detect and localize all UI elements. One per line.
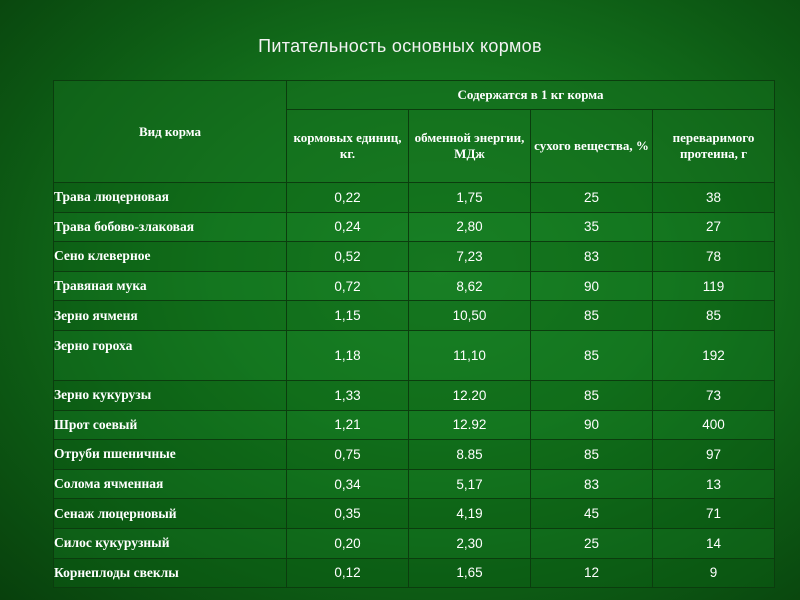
table-row bbox=[54, 212, 775, 242]
dry-matter-value: 85 bbox=[531, 440, 653, 470]
protein-value: 192 bbox=[653, 330, 775, 380]
protein-value: 97 bbox=[653, 440, 775, 470]
table-row bbox=[54, 440, 775, 470]
feed-name: Травяная мука bbox=[54, 271, 287, 301]
protein-value: 13 bbox=[653, 469, 775, 499]
dry-matter-value: 83 bbox=[531, 469, 653, 499]
feed-units-value: 1,21 bbox=[287, 410, 409, 440]
feed-units-value: 0,12 bbox=[287, 558, 409, 588]
protein-value: 119 bbox=[653, 271, 775, 301]
energy-value: 4,19 bbox=[409, 499, 531, 529]
feed-name: Сенаж люцерновый bbox=[54, 499, 287, 529]
table-row bbox=[54, 499, 775, 529]
energy-value: 8,62 bbox=[409, 271, 531, 301]
dry-matter-value: 85 bbox=[531, 380, 653, 410]
energy-value: 7,23 bbox=[409, 242, 531, 272]
slide-title: Питательность основных кормов bbox=[258, 36, 542, 56]
feed-units-value: 0,35 bbox=[287, 499, 409, 529]
feed-units-value: 1,33 bbox=[287, 380, 409, 410]
feed-type-header: Вид корма bbox=[54, 81, 287, 183]
protein-value: 78 bbox=[653, 242, 775, 272]
protein-value: 14 bbox=[653, 528, 775, 558]
dry-matter-value: 45 bbox=[531, 499, 653, 529]
energy-value: 12.92 bbox=[409, 410, 531, 440]
column-header-dry-matter: сухого вещества, % bbox=[531, 110, 653, 183]
energy-value: 11,10 bbox=[409, 330, 531, 380]
feed-name: Шрот соевый bbox=[54, 410, 287, 440]
energy-value: 5,17 bbox=[409, 469, 531, 499]
energy-value: 10,50 bbox=[409, 301, 531, 331]
table-row bbox=[54, 242, 775, 272]
protein-value: 9 bbox=[653, 558, 775, 588]
dry-matter-value: 90 bbox=[531, 271, 653, 301]
dry-matter-value: 85 bbox=[531, 330, 653, 380]
dry-matter-value: 35 bbox=[531, 212, 653, 242]
protein-value: 27 bbox=[653, 212, 775, 242]
table-row bbox=[54, 528, 775, 558]
feed-units-value: 0,52 bbox=[287, 242, 409, 272]
feed-units-value: 1,15 bbox=[287, 301, 409, 331]
column-header-feed-units: кормовых единиц, кг. bbox=[287, 110, 409, 183]
feed-nutrition-table bbox=[53, 80, 775, 588]
protein-value: 400 bbox=[653, 410, 775, 440]
dry-matter-value: 25 bbox=[531, 183, 653, 213]
dry-matter-value: 12 bbox=[531, 558, 653, 588]
energy-value: 2,80 bbox=[409, 212, 531, 242]
protein-value: 85 bbox=[653, 301, 775, 331]
feed-units-value: 0,22 bbox=[287, 183, 409, 213]
dry-matter-value: 83 bbox=[531, 242, 653, 272]
feed-units-value: 0,75 bbox=[287, 440, 409, 470]
feed-name: Зерно кукурузы bbox=[54, 380, 287, 410]
feed-units-value: 0,34 bbox=[287, 469, 409, 499]
feed-name: Зерно ячменя bbox=[54, 301, 287, 331]
feed-name: Силос кукурузный bbox=[54, 528, 287, 558]
feed-name: Зерно гороха bbox=[54, 330, 287, 380]
feed-name: Корнеплоды свеклы bbox=[54, 558, 287, 588]
energy-value: 8.85 bbox=[409, 440, 531, 470]
table-row bbox=[54, 410, 775, 440]
column-header-protein: переваримого протеина, г bbox=[653, 110, 775, 183]
table-row bbox=[54, 301, 775, 331]
protein-value: 71 bbox=[653, 499, 775, 529]
dry-matter-value: 90 bbox=[531, 410, 653, 440]
table-row bbox=[54, 271, 775, 301]
table-row bbox=[54, 330, 775, 380]
table-row bbox=[54, 183, 775, 213]
table-row bbox=[54, 380, 775, 410]
energy-value: 1,75 bbox=[409, 183, 531, 213]
content-group-header: Содержатся в 1 кг корма bbox=[287, 81, 775, 110]
dry-matter-value: 25 bbox=[531, 528, 653, 558]
feed-name: Трава бобово-злаковая bbox=[54, 212, 287, 242]
feed-units-value: 0,24 bbox=[287, 212, 409, 242]
energy-value: 2,30 bbox=[409, 528, 531, 558]
energy-value: 12.20 bbox=[409, 380, 531, 410]
feed-units-value: 0,72 bbox=[287, 271, 409, 301]
energy-value: 1,65 bbox=[409, 558, 531, 588]
protein-value: 73 bbox=[653, 380, 775, 410]
feed-name: Солома ячменная bbox=[54, 469, 287, 499]
table-row bbox=[54, 558, 775, 588]
protein-value: 38 bbox=[653, 183, 775, 213]
feed-units-value: 0,20 bbox=[287, 528, 409, 558]
feed-name: Отруби пшеничные bbox=[54, 440, 287, 470]
feed-name: Трава люцерновая bbox=[54, 183, 287, 213]
feed-name: Сено клеверное bbox=[54, 242, 287, 272]
dry-matter-value: 85 bbox=[531, 301, 653, 331]
feed-units-value: 1,18 bbox=[287, 330, 409, 380]
table-row bbox=[54, 469, 775, 499]
column-header-energy: обменной энергии, МДж bbox=[409, 110, 531, 183]
